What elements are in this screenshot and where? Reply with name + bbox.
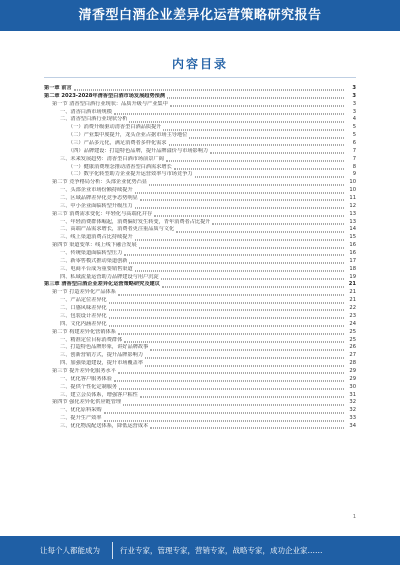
toc-entry-text: 三、中小企业面临转型升级压力 [60,202,133,209]
toc-entry-page: 7 [352,155,356,162]
footer-slogan-right: 行业专家，管理专家，营销专家，战略专家，成功企业家…… [120,546,323,555]
toc-entry-page: 7 [352,147,356,154]
toc-leader-dots [150,349,344,350]
toc-heading: 内容目录 [171,57,228,71]
toc-entry-page: 15 [349,234,356,241]
divider [44,77,356,78]
toc-entry-page: 17 [349,257,356,264]
toc-entry-page: 12 [349,202,356,209]
toc-leader-dots [140,200,344,201]
toc-entry-text: 三、电商平台成为重要销售渠道 [60,265,133,272]
page-number: 1 [352,514,356,520]
toc-entry-text: 一、产品定位差异化 [60,297,107,304]
toc-leader-dots [109,318,344,319]
toc-entry[interactable] [44,360,356,368]
toc-entry[interactable] [44,305,356,313]
toc-entry-page: 21 [349,297,356,304]
toc-entry[interactable] [44,423,356,431]
toc-entry[interactable] [44,140,356,148]
toc-entry-text: 第一节 打造差异化产品体系 [52,289,116,296]
toc-entry-text: 二、区域品牌差异化竞争态势明显 [60,195,138,202]
toc-entry[interactable] [44,148,356,156]
toc-entry[interactable] [44,281,356,289]
toc-leader-dots [162,286,344,287]
toc-entry-page: 3 [352,92,356,99]
toc-entry[interactable] [44,109,356,117]
toc-entry[interactable] [44,179,356,187]
toc-entry-text: 第四节 渠道变革：线上线下融合发展 [52,242,137,249]
toc-entry-text: 第三章 清香型白酒企业差异化运营策略研究及建议 [44,281,160,288]
toc-entry-text: 二、打造特色品牌形象，讲好品牌故事 [60,344,149,351]
toc-entry-text: 第二节 竞争格局分析：头部企业优势凸显 [52,179,148,186]
toc-entry-text: （二）产业集中度提升，龙头企业占据市场主导地位 [68,132,188,139]
toc-leader-dots [189,137,344,138]
toc-entry[interactable] [44,234,356,242]
toc-entry-text: 第三节 消费需求变化：年轻化与高端化并存 [52,210,153,217]
toc-entry-page: 3 [352,100,356,107]
table-of-contents [44,85,356,431]
toc-entry-text: 二、口感风味差异化 [60,305,107,312]
toc-entry-text: 一、传统渠道面临转型压力 [60,250,123,257]
toc-leader-dots [118,373,344,374]
toc-entry-page: 5 [352,132,356,139]
header-bar [0,0,400,31]
toc-leader-dots [129,263,344,264]
toc-entry-text: 一、年轻消费群体崛起，消费偏好发生转变，青年消费者占比提升 [60,218,211,225]
toc-entry-text: 一、优化原料采购 [60,407,102,414]
toc-leader-dots [174,169,344,170]
toc-leader-dots [129,121,344,122]
toc-entry-page: 16 [349,242,356,249]
toc-entry-text: 第二节 构建差异化营销体系 [52,328,116,335]
toc-entry[interactable] [44,203,356,211]
toc-entry-page: 21 [349,289,356,296]
toc-entry[interactable] [44,329,356,337]
toc-entry[interactable] [44,124,356,132]
toc-entry-page: 29 [349,375,356,382]
toc-entry-text: 二、高端产品需求增长，消费者更注重品质与文化 [60,226,175,233]
toc-leader-dots [145,365,344,366]
toc-entry[interactable] [44,164,356,172]
toc-entry-page: 16 [349,250,356,257]
toc-entry[interactable] [44,187,356,195]
toc-entry[interactable] [44,195,356,203]
toc-entry-text: 第一节 清香型白酒行业现状：品质升级与产业集中 [52,100,168,107]
toc-entry-page: 10 [349,179,356,186]
toc-entry-page: 28 [349,360,356,367]
toc-leader-dots [104,420,344,421]
toc-entry-text: 三、包装设计差异化 [60,312,107,319]
toc-entry[interactable] [44,219,356,227]
toc-leader-dots [139,247,344,248]
toc-leader-dots [166,161,344,162]
toc-entry-page: 9 [352,171,356,178]
toc-entry[interactable] [44,258,356,266]
toc-leader-dots [109,310,344,311]
toc-entry[interactable] [44,392,356,400]
toc-entry-page: 6 [352,140,356,147]
toc-entry-text: 三、优化物流配送体系，降低运营成本 [60,422,149,429]
toc-leader-dots [135,239,344,240]
toc-entry[interactable] [44,93,356,101]
toc-entry[interactable] [44,274,356,282]
toc-entry[interactable] [44,116,356,124]
toc-leader-dots [163,129,344,130]
toc-entry-page: 30 [349,383,356,390]
toc-entry[interactable] [44,321,356,329]
toc-entry-page: 25 [349,336,356,343]
toc-entry[interactable] [44,85,356,93]
toc-entry[interactable] [44,242,356,250]
toc-leader-dots [176,231,344,232]
toc-leader-dots [161,279,344,280]
toc-entry-text: 第三节 提升差异化服务水平 [52,367,116,374]
toc-entry-text: 三、未来发展趋势：清香型白酒市场前景广阔 [60,155,164,162]
toc-entry-text: 四、私域流量运营助力品牌建设与用户沉淀 [60,273,159,280]
toc-entry-text: （四）品牌建设：打造特色品牌，提升品牌溢价与市场影响力 [68,147,209,154]
toc-entry-text: 一、优化客户服务体验 [60,375,112,382]
toc-entry-page: 13 [349,218,356,225]
toc-entry-text: 第一章 前言 [44,85,72,91]
toc-entry-text: 二、提供个性化定制服务 [60,383,118,390]
toc-entry-page: 19 [349,273,356,280]
toc-leader-dots [195,176,344,177]
toc-entry-text: （一）消费升级驱动清香型白酒品质提升 [68,124,162,131]
toc-leader-dots [74,90,344,91]
toc-entry-page: 3 [352,108,356,115]
toc-entry-text: 三、建立会员体系，增强客户粘性 [60,391,138,398]
toc-leader-dots [124,255,344,256]
toc-leader-dots [118,334,344,335]
toc-leader-dots [114,381,344,382]
toc-entry-text: 第四节 强化差异化供应链管理 [52,399,122,406]
footer-slogan-left: 让每个人都能成为 [40,546,100,555]
toc-leader-dots [167,98,344,99]
toc-entry-page: 24 [349,320,356,327]
footer-divider [112,542,113,559]
toc-leader-dots [109,326,344,327]
toc-leader-dots [114,114,344,115]
toc-entry-text: 四、加强渠道建设，提升市场覆盖率 [60,360,144,367]
toc-entry[interactable] [44,376,356,384]
toc-leader-dots [124,341,344,342]
toc-entry[interactable] [44,415,356,423]
toc-leader-dots [140,396,344,397]
toc-entry-page: 5 [352,124,356,131]
toc-entry-page: 13 [349,210,356,217]
toc-leader-dots [135,192,344,193]
toc-entry-text: 二、提升生产效率 [60,415,102,422]
toc-entry[interactable] [44,384,356,392]
toc-entry[interactable] [44,156,356,164]
toc-entry-page: 33 [349,415,356,422]
toc-entry-page: 11 [349,195,356,202]
toc-entry-page: 29 [349,367,356,374]
toc-entry-text: 一、头部企业市场份额持续提升 [60,187,133,194]
toc-entry-page: 32 [349,399,356,406]
toc-entry[interactable] [44,132,356,140]
toc-leader-dots [149,184,344,185]
toc-entry[interactable] [44,297,356,305]
toc-entry-page: 34 [349,422,356,429]
toc-entry-text: （一）健康消费理念推动清香型白酒需求增长 [68,163,172,170]
toc-entry[interactable] [44,250,356,258]
toc-entry-text: 三、创新营销方式，提升品牌影响力 [60,352,144,359]
toc-leader-dots [169,145,344,146]
toc-leader-dots [212,224,344,225]
toc-entry-text: 四、文化内涵差异化 [60,320,107,327]
toc-leader-dots [123,404,344,405]
toc-entry[interactable] [44,407,356,415]
report-title: 清香型白酒企业差异化运营策略研究报告 [78,8,322,23]
toc-leader-dots [104,412,344,413]
toc-entry-text: 一、清香白酒市场规模 [60,108,112,115]
toc-entry-page: 27 [349,352,356,359]
toc-entry-text: （二）数字化转型助力企业提升运营效率与市场竞争力 [68,171,193,178]
toc-entry[interactable] [44,211,356,219]
toc-entry-page: 22 [349,305,356,312]
toc-entry[interactable] [44,266,356,274]
toc-entry[interactable] [44,352,356,360]
toc-entry-page: 18 [349,265,356,272]
toc-leader-dots [119,389,344,390]
toc-entry-page: 32 [349,407,356,414]
toc-entry-text: 三、线上渠道消费占比持续提升 [60,234,133,241]
toc-leader-dots [170,106,344,107]
toc-entry[interactable] [44,337,356,345]
toc-entry-page: 21 [348,281,356,288]
toc-leader-dots [135,208,344,209]
toc-leader-dots [118,294,344,295]
toc-entry-text: 第二章 2023-2028年清香型白酒市场发展趋势预测 [44,92,166,99]
toc-entry[interactable] [44,171,356,179]
footer-bar [0,536,400,565]
toc-leader-dots [154,216,344,217]
toc-leader-dots [135,271,344,272]
toc-leader-dots [210,153,344,154]
toc-entry-page: 10 [349,187,356,194]
toc-entry-page: 14 [349,226,356,233]
toc-entry[interactable] [44,313,356,321]
toc-entry-page: 23 [349,312,356,319]
toc-entry-page: 25 [349,328,356,335]
toc-entry-text: 二、新零售模式推动渠道创新 [60,257,128,264]
toc-entry[interactable] [44,344,356,352]
toc-entry-text: 二、清香型白酒行业现状分析 [60,116,128,123]
toc-leader-dots [109,302,344,303]
toc-leader-dots [145,357,344,358]
toc-entry-page: 31 [349,391,356,398]
toc-entry-page: 26 [349,344,356,351]
toc-entry[interactable] [44,101,356,109]
toc-entry-page: 4 [352,116,356,123]
toc-entry[interactable] [44,226,356,234]
toc-entry-text: 一、精准定位目标消费群体 [60,336,123,343]
toc-entry[interactable] [44,399,356,407]
toc-entry[interactable] [44,368,356,376]
toc-entry-text: （三）产品多元化，满足消费者多样化需求 [68,140,167,147]
toc-entry[interactable] [44,289,356,297]
toc-entry-page: 8 [352,163,356,170]
toc-leader-dots [150,428,344,429]
toc-entry-page: 3 [352,85,356,91]
